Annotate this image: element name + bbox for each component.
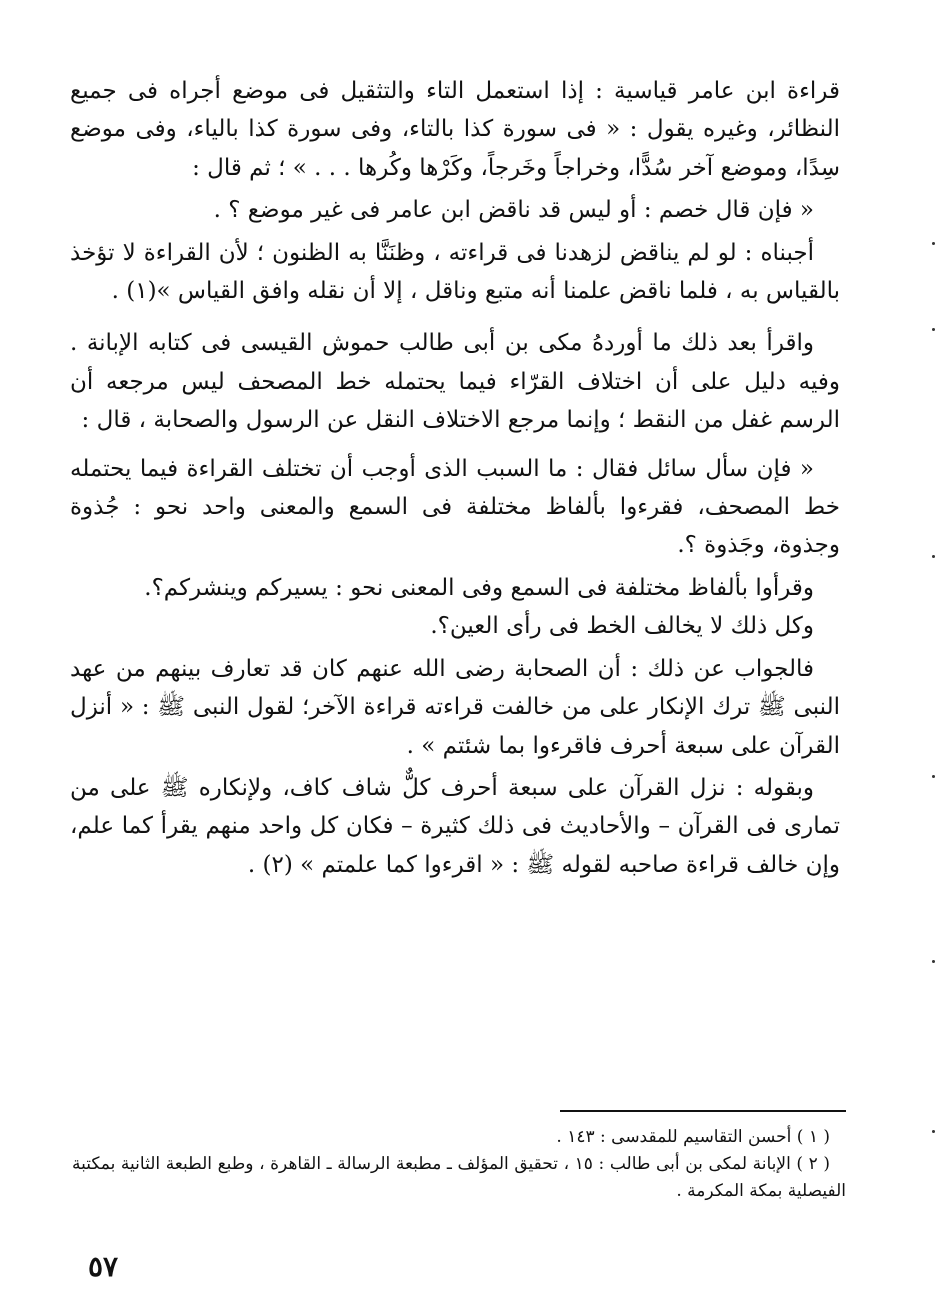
margin-mark xyxy=(932,775,935,778)
paragraph-9: وبقوله : نزل القرآن على سبعة أحرف كلٌّ شاف كاف، ولإنكاره ﷺ على من تمارى فى القرآن – والأحاديث فى ذلك كثيرة – فكان كل واحد منهم يقرأ كما علم، وإن خالف قراءة صاحبه لقوله ﷺ : « اقرءوا كما علمتم » (٢) . xyxy=(70,774,840,878)
paragraph-4: واقرأ بعد ذلك ما أوردهُ مكى بن أبى طالب حموش القيسى فى كتابه الإبانة . وفيه دليل على أن اختلاف القرّاء فيما يحتمله خط المصحف ليس مرجعه أن الرسم غفل من النقط ؛ وإنما مرجع الاختلاف النقل عن الرسول والصحابة ، قال : xyxy=(70,330,840,434)
paragraph-7: وكل ذلك لا يخالف الخط فى رأى العين؟. xyxy=(430,613,814,640)
paragraph-6: وقرأوا بألفاظ مختلفة فى السمع وفى المعنى نحو : يسيركم وينشركم؟. xyxy=(144,574,814,601)
footnote-2: ( ٢ ) الإبانة لمكى بن أبى طالب : ١٥ ، تحقيق المؤلف ـ مطبعة الرسالة ـ القاهرة ، وطبع الطبعة الثانية بمكتبة الفيصلية بمكة المكرمة . xyxy=(72,1154,846,1201)
paragraph-8: فالجواب عن ذلك : أن الصحابة رضى الله عنهم كان قد تعارف بينهم من عهد النبى ﷺ ترك الإنكار على من خالفت قراءته قراءة الآخر؛ لقول النبى ﷺ : « أنزل القرآن على سبعة أحرف فاقرءوا بما شئتم » . xyxy=(70,655,840,759)
paragraph-5: « فإن سأل سائل فقال : ما السبب الذى أوجب أن تختلف القراءة فيما يحتمله خط المصحف، فقرءوا بألفاظ مختلفة فى السمع والمعنى واحد نحو : جُذوة وجذوة، وجَذوة ؟. xyxy=(70,455,840,559)
page-number: ٥٧ xyxy=(88,1250,119,1283)
footnote-1: ( ١ ) أحسن التقاسيم للمقدسى : ١٤٣ . xyxy=(556,1127,830,1147)
margin-mark xyxy=(932,555,935,558)
margin-mark xyxy=(932,1130,935,1133)
margin-mark xyxy=(932,960,935,963)
paragraph-1: قراءة ابن عامر قياسية : إذا استعمل التاء والتثقيل فى موضع أجراه فى جميع النظائر، وغيره يقول : « فى سورة كذا بالتاء، وفى سورة كذا بالياء، وفى موضع سِدًا، وموضع آخر سُدًّا، وخراجاً وخَرجاً، وكَرْها وكُرها . . . » ؛ ثم قال : xyxy=(70,78,840,181)
footnote-divider xyxy=(560,1110,846,1112)
margin-mark xyxy=(932,242,935,245)
paragraph-2: « فإن قال خصم : أو ليس قد ناقض ابن عامر فى غير موضع ؟ . xyxy=(213,197,814,224)
footnotes xyxy=(72,1124,846,1205)
paragraph-3: أجبناه : لو لم يناقض لزهدنا فى قراءته ، وظنَنَّا به الظنون ؛ لأن القراءة لا تؤخذ بالقياس به ، فلما ناقض علمنا أنه متبع وناقل ، إلا أن نقله وافق القياس »(١) . xyxy=(70,239,840,305)
margin-mark xyxy=(932,328,935,331)
main-text xyxy=(70,72,840,884)
